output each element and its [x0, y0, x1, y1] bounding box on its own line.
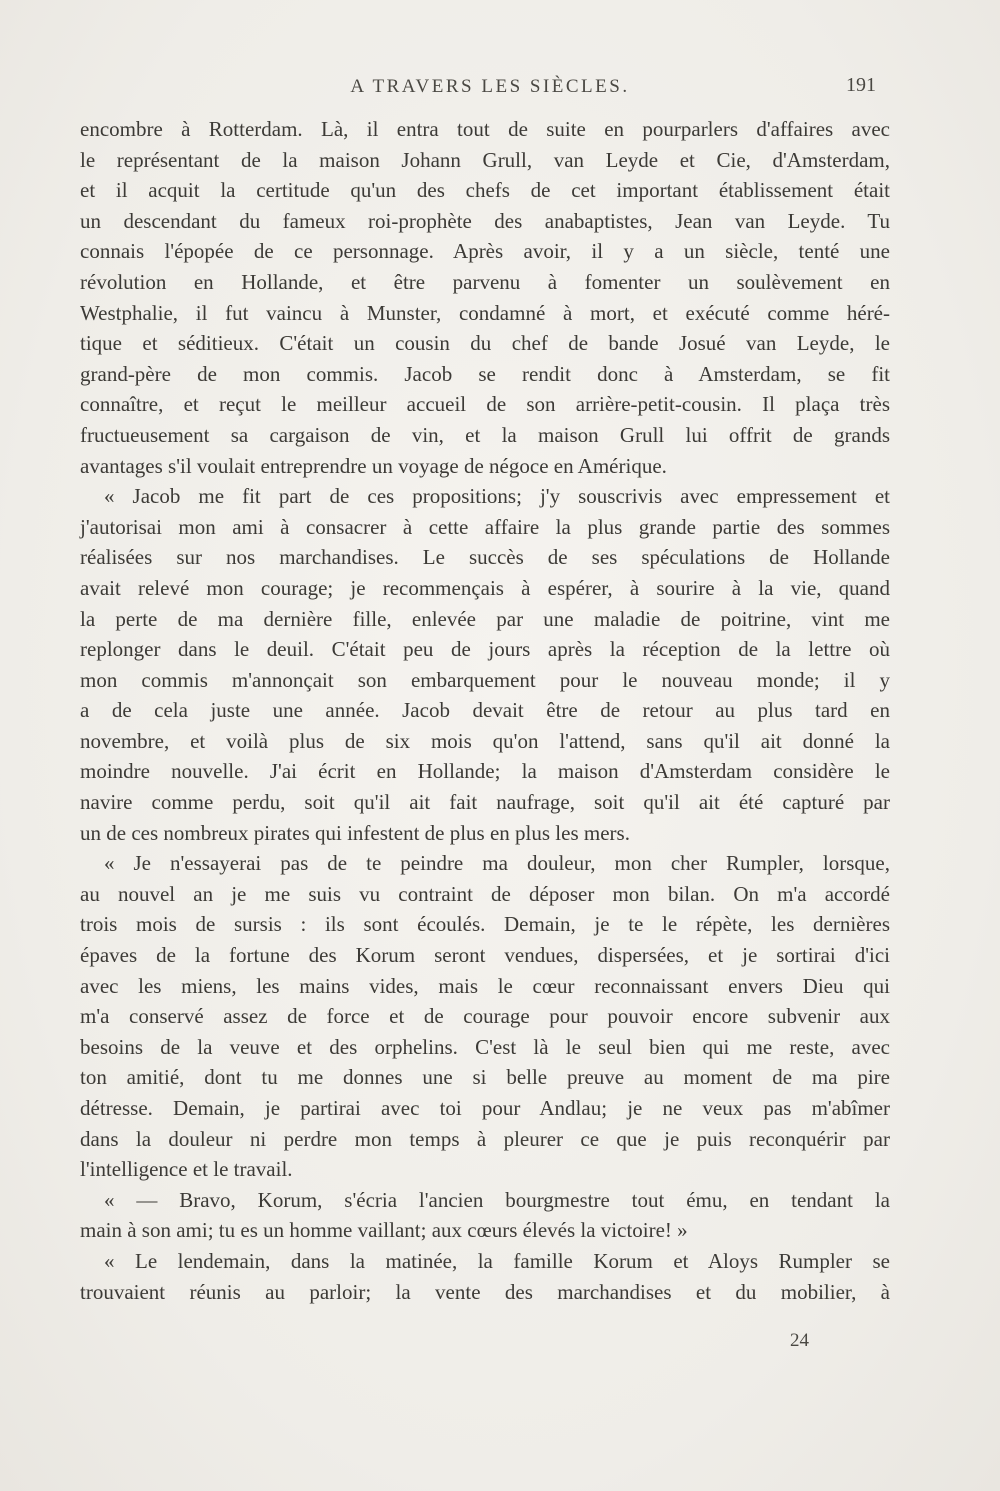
text-line: m'a conservé assez de force et de courage pour pouvoir encore subvenir aux — [80, 1004, 890, 1029]
text-line: mon commis m'annonçait son embarquement pour le nouveau monde; il y — [80, 667, 890, 692]
text-line: réalisées sur nos marchandises. Le succès de ses spéculations de Hollande — [80, 545, 890, 570]
text-line: besoins de la veuve et des orphelins. C'est là le seul bien qui me reste, avec — [80, 1034, 890, 1059]
paragraph — [80, 1185, 890, 1246]
page-number: 191 — [846, 74, 876, 96]
text-line: avait relevé mon courage; je recommençais à espérer, à sourire à la vie, quand — [80, 575, 890, 600]
text-line: « — Bravo, Korum, s'écria l'ancien bourgmestre tout ému, en tendant la — [104, 1187, 890, 1212]
text-line: dans la douleur ni perdre mon temps à pleurer ce que je puis reconquérir par — [80, 1126, 890, 1151]
text-line: « Le lendemain, dans la matinée, la famille Korum et Aloys Rumpler se — [104, 1248, 890, 1273]
signature-mark: 24 — [790, 1330, 809, 1351]
text-line: l'intelligence et le travail. — [80, 1157, 293, 1182]
text-line: trouvaient réunis au parloir; la vente des marchandises et du mobilier, à — [80, 1279, 890, 1304]
text-line: révolution en Hollande, et être parvenu à fomenter un soulèvement en — [80, 269, 890, 294]
text-line: la perte de ma dernière fille, enlevée par une maladie de poitrine, vint me — [80, 606, 890, 631]
text-line: « Jacob me fit part de ces propositions; j'y souscrivis avec empressement et — [104, 484, 890, 509]
text-line: moindre nouvelle. J'ai écrit en Hollande; la maison d'Amsterdam considère le — [80, 759, 890, 784]
text-line: avantages s'il voulait entreprendre un voyage de négoce en Amérique. — [80, 453, 667, 478]
paragraph — [80, 1246, 890, 1307]
text-line: détresse. Demain, je partirai avec toi pour Andlau; je ne veux pas m'abîmer — [80, 1096, 890, 1120]
paragraph — [80, 481, 890, 848]
text-line: trois mois de sursis : ils sont écoulés. Demain, je te le répète, les dernières — [80, 912, 890, 937]
text-line: navire comme perdu, soit qu'il ait fait naufrage, soit qu'il ait été capturé par — [80, 790, 890, 815]
text-line: a de cela juste une année. Jacob devait être de retour au plus tard en — [80, 698, 890, 723]
body-text — [80, 114, 890, 1307]
text-line: un de ces nombreux pirates qui infestent de plus en plus les mers. — [80, 820, 630, 845]
text-line: connais l'épopée de ce personnage. Après avoir, il y a un siècle, tenté une — [80, 239, 890, 264]
text-line: encombre à Rotterdam. Là, il entra tout de suite en pourparlers d'affaires avec — [80, 117, 890, 141]
text-line: avec les miens, les mains vides, mais le cœur reconnaissant envers Dieu qui — [80, 973, 890, 998]
text-line: main à son ami; tu es un homme vaillant; aux cœurs élevés la victoire! » — [80, 1218, 688, 1243]
text-line: au nouvel an je me suis vu contraint de déposer mon bilan. On m'a accordé — [80, 881, 890, 906]
text-line: fructueusement sa cargaison de vin, et la maison Grull lui offrit de grands — [80, 422, 890, 447]
text-line: Westphalie, il fut vaincu à Munster, condamné à mort, et exécuté comme héré- — [80, 300, 890, 325]
text-line: un descendant du fameux roi-prophète des anabaptistes, Jean van Leyde. Tu — [80, 208, 890, 233]
text-line: j'autorisai mon ami à consacrer à cette affaire la plus grande partie des sommes — [80, 514, 890, 539]
text-line: « Je n'essayerai pas de te peindre ma douleur, mon cher Rumpler, lorsque, — [104, 851, 890, 876]
text-line: novembre, et voilà plus de six mois qu'on l'attend, sans qu'il ait donné la — [80, 728, 890, 753]
text-line: tique et séditieux. C'était un cousin du chef de bande Josué van Leyde, le — [80, 331, 890, 356]
text-line: connaître, et reçut le meilleur accueil de son arrière-petit-cousin. Il plaça très — [80, 392, 890, 417]
paragraph — [80, 114, 890, 481]
running-head — [80, 70, 900, 106]
text-line: et il acquit la certitude qu'un des chefs de cet important établissement était — [80, 178, 890, 203]
text-line: grand-père de mon commis. Jacob se rendit donc à Amsterdam, se fit — [80, 361, 890, 386]
text-line: ton amitié, dont tu me donnes une si belle preuve au moment de ma pire — [80, 1065, 890, 1090]
paragraph — [80, 848, 890, 1185]
running-title: A TRAVERS LES SIÈCLES. — [350, 76, 630, 97]
text-line: replonger dans le deuil. C'était peu de jours après la réception de la lettre où — [80, 637, 890, 662]
text-line: épaves de la fortune des Korum seront vendues, dispersées, et je sortirai d'ici — [80, 943, 890, 968]
text-line: le représentant de la maison Johann Grull, van Leyde et Cie, d'Amsterdam, — [80, 147, 890, 172]
